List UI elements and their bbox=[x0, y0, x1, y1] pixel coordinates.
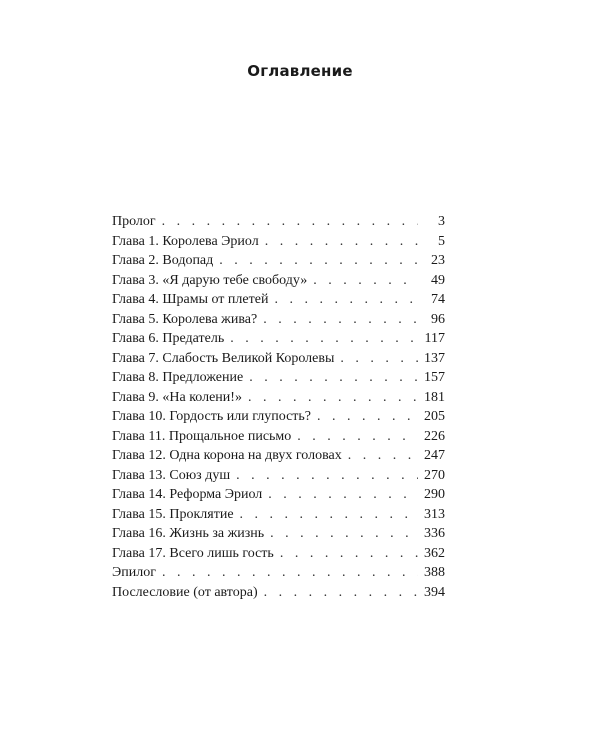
toc-entry-label: Глава 16. Жизнь за жизнь bbox=[112, 526, 265, 541]
dot-leader bbox=[264, 583, 418, 603]
dot-leader bbox=[263, 310, 418, 330]
toc-entry-label: Глава 15. Проклятие bbox=[112, 506, 234, 522]
dot-leader bbox=[280, 544, 418, 564]
toc-entry-page: 247 bbox=[424, 448, 445, 463]
toc-entry bbox=[112, 485, 445, 505]
toc-entry-page: 394 bbox=[424, 584, 445, 600]
dot-leader bbox=[268, 485, 418, 505]
toc-entry bbox=[112, 232, 445, 252]
toc-entry-page: 74 bbox=[431, 292, 445, 307]
dot-leader bbox=[297, 427, 418, 447]
toc-entry-label: Глава 12. Одна корона на двух головах bbox=[112, 448, 342, 463]
toc-entry bbox=[112, 407, 445, 427]
toc-entry bbox=[112, 466, 445, 486]
toc-entry-label: Глава 14. Реформа Эриол bbox=[112, 487, 263, 502]
toc-entry-page: 157 bbox=[424, 370, 445, 385]
dot-leader bbox=[248, 388, 418, 408]
toc-entry bbox=[112, 310, 445, 330]
dot-leader bbox=[162, 212, 418, 232]
toc-entry bbox=[112, 563, 445, 583]
dot-leader bbox=[265, 232, 418, 252]
toc-entry bbox=[112, 349, 445, 369]
toc-entry-page: 117 bbox=[424, 331, 445, 346]
toc-entry bbox=[112, 446, 445, 466]
toc-entry bbox=[112, 544, 445, 564]
dot-leader bbox=[249, 368, 418, 388]
toc-entry bbox=[112, 271, 445, 291]
toc-entry-page: 336 bbox=[424, 526, 445, 541]
toc-entry-label: Глава 1. Королева Эриол bbox=[112, 233, 259, 249]
toc-entry bbox=[112, 583, 445, 603]
toc-entry-page: 5 bbox=[438, 233, 445, 249]
toc-entry-label: Глава 13. Союз душ bbox=[112, 467, 231, 483]
toc-entry bbox=[112, 505, 445, 525]
toc-entry bbox=[112, 290, 445, 310]
dot-leader bbox=[313, 271, 418, 291]
toc-entry-page: 270 bbox=[424, 467, 445, 483]
toc-entry-label: Глава 17. Всего лишь гость bbox=[112, 545, 274, 561]
toc-entry bbox=[112, 427, 445, 447]
toc-entry-page: 3 bbox=[438, 214, 445, 229]
toc-entry-page: 137 bbox=[424, 350, 445, 366]
toc-entry-page: 313 bbox=[424, 506, 445, 522]
toc-entry bbox=[112, 329, 445, 349]
dot-leader bbox=[240, 505, 418, 525]
dot-leader bbox=[162, 563, 418, 583]
toc-entry-label: Эпилог bbox=[112, 565, 156, 580]
toc-entry-label: Глава 8. Предложение bbox=[112, 370, 244, 385]
dot-leader bbox=[340, 349, 418, 369]
toc-entry bbox=[112, 251, 445, 271]
toc-entry-page: 49 bbox=[431, 272, 445, 288]
toc-entry-label: Глава 2. Водопад bbox=[112, 253, 214, 268]
dot-leader bbox=[274, 290, 418, 310]
toc-entry-page: 181 bbox=[424, 389, 445, 405]
toc-title: Оглавление bbox=[247, 62, 353, 80]
dot-leader bbox=[270, 524, 418, 544]
dot-leader bbox=[219, 251, 418, 271]
dot-leader bbox=[236, 466, 418, 486]
toc-entry-page: 205 bbox=[424, 409, 445, 424]
toc-entry-label: Глава 9. «На колени!» bbox=[112, 389, 242, 405]
toc-entry-label: Глава 5. Королева жива? bbox=[112, 311, 258, 327]
dot-leader bbox=[230, 329, 418, 349]
dot-leader bbox=[317, 407, 418, 427]
toc-list bbox=[112, 212, 445, 602]
toc-entry-label: Глава 7. Слабость Великой Королевы bbox=[112, 350, 335, 366]
toc-entry-label: Глава 11. Прощальное письмо bbox=[112, 428, 292, 444]
toc-entry bbox=[112, 524, 445, 544]
toc-entry-page: 23 bbox=[431, 253, 445, 268]
toc-entry-label: Глава 10. Гордость или глупость? bbox=[112, 409, 312, 424]
toc-entry-label: Глава 3. «Я дарую тебе свободу» bbox=[112, 272, 308, 288]
toc-entry-page: 290 bbox=[424, 487, 445, 502]
toc-entry bbox=[112, 368, 445, 388]
dot-leader bbox=[348, 446, 418, 466]
toc-entry-page: 226 bbox=[424, 428, 445, 444]
toc-entry-page: 96 bbox=[431, 311, 445, 327]
toc-entry bbox=[112, 388, 445, 408]
toc-entry-label: Глава 6. Предатель bbox=[112, 331, 225, 346]
toc-entry-label: Пролог bbox=[112, 214, 156, 229]
toc-entry-label: Послесловие (от автора) bbox=[112, 584, 258, 600]
toc-entry-page: 388 bbox=[424, 565, 445, 580]
toc-entry bbox=[112, 212, 445, 232]
toc-entry-page: 362 bbox=[424, 545, 445, 561]
toc-entry-label: Глава 4. Шрамы от плетей bbox=[112, 292, 269, 307]
